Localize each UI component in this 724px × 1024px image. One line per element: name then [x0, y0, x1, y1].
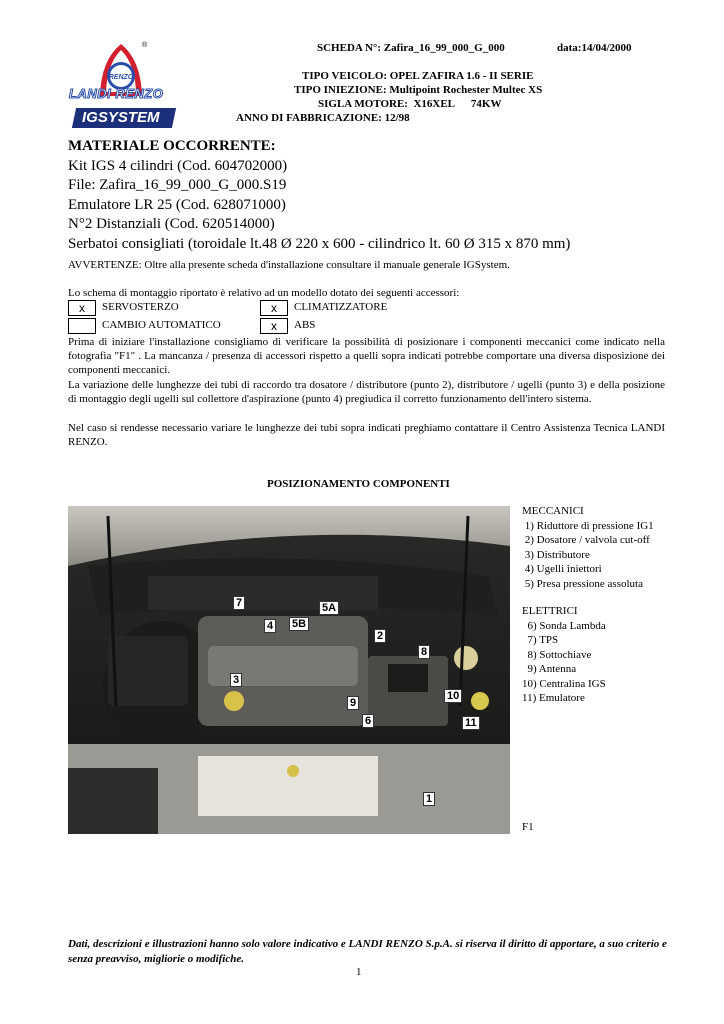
- tipo-veicolo: TIPO VEICOLO: OPEL ZAFIRA 1.6 - II SERIE: [302, 70, 534, 82]
- photo-caption: F1: [522, 821, 534, 833]
- photo-label-5a: 5A: [319, 601, 339, 615]
- igsystem-wordmark: IGSYSTEM: [82, 109, 160, 126]
- svg-text:RENZO: RENZO: [108, 74, 134, 81]
- list-item: 2) Dosatore / valvola cut-off: [522, 534, 650, 546]
- scheda-number: SCHEDA N°: Zafira_16_99_000_G_000: [317, 42, 505, 54]
- list-item: 7) TPS: [522, 634, 559, 646]
- accessory-label: ABS: [294, 319, 316, 331]
- page-number: 1: [356, 966, 362, 978]
- photo-label-10: 10: [444, 689, 462, 703]
- anno-fabbricazione: ANNO DI FABBRICAZIONE: 12/98: [236, 112, 410, 124]
- list-item: 4) Ugelli iniettori: [522, 563, 602, 575]
- list-item: 5) Presa pressione assoluta: [522, 577, 643, 590]
- photo-label-3: 3: [230, 673, 242, 687]
- istruzioni-paragraph: La variazione delle lunghezze dei tubi di raccordo tra dosatore / distributore (punto 2), distributore / ugelli (punto 3) e della posizione di montaggio degli ugelli sul collettore d'aspirazione (punto 4) pregiudica il corretto funzionamento dell'intero sistema.: [68, 379, 665, 406]
- materiale-line: Kit IGS 4 cilindri (Cod. 604702000): [68, 157, 288, 174]
- list-item: 1) Riduttore di pressione IG1: [522, 519, 654, 532]
- footer-disclaimer: Dati, descrizioni e illustrazioni hanno solo valore indicativo e LANDI RENZO S.p.A. si riserva il diritto di apportare, a suo criterio e senza preavviso, migliorie o modifiche.: [68, 938, 667, 965]
- list-item: 3) Distributore: [522, 548, 590, 561]
- photo-label-4: 4: [264, 619, 276, 633]
- materiale-line: Emulatore LR 25 (Cod. 628071000): [68, 196, 286, 213]
- istruzioni-paragraph: Prima di iniziare l'installazione consigliamo di verificare la possibilità di posizionare i componenti meccanici come indicato nella fotografia "F1" . La mancanza / presenza di accessori rispetto a quelli sopra indicati potrebbe comportare una diversa disposizione dei componenti meccanici.: [68, 336, 665, 377]
- photo-label-6: 6: [362, 714, 374, 728]
- list-item: 6) Sonda Lambda: [522, 619, 606, 632]
- tipo-iniezione: TIPO INIEZIONE: Multipoint Rochester Multec XS: [294, 84, 543, 96]
- photo-label-8: 8: [418, 645, 430, 659]
- photo-label-5b: 5B: [289, 617, 309, 631]
- meccanici-list: [522, 504, 654, 591]
- materiale-line: File: Zafira_16_99_000_G_000.S19: [68, 177, 287, 193]
- materiale-line: Serbatoi consigliati (toroidale lt.48 Ø 220 x 600 - cilindrico lt. 60 Ø 315 x 870 mm): [68, 235, 571, 252]
- list-item: 10) Centralina IGS: [522, 677, 606, 690]
- accessori-intro: Lo schema di montaggio riportato è relativo ad un modello dotato dei seguenti accessori:: [68, 287, 460, 299]
- accessory-checkbox: x: [260, 318, 288, 334]
- materiale-title: MATERIALE OCCORRENTE:: [68, 138, 276, 154]
- accessory-checkbox: x: [260, 300, 288, 316]
- accessory-label: CLIMATIZZATORE: [294, 301, 388, 313]
- istruzioni-paragraph: Nel caso si rendesse necessario variare le lunghezze dei tubi sopra indicati preghiamo contattare il Centro Assistenza Tecnica LANDI RENZO.: [68, 422, 665, 449]
- photo-label-1: 1: [423, 792, 435, 806]
- materiale-section: [68, 137, 668, 254]
- avvertenze: AVVERTENZE: Oltre alla presente scheda d'installazione consultare il manuale generale IGSystem.: [68, 259, 510, 271]
- engine-photo: [68, 506, 510, 834]
- photo-label-2: 2: [374, 629, 386, 643]
- brand-wordmark: LANDI RENZO: [69, 86, 164, 101]
- engine-bay-illustration: [68, 506, 510, 834]
- elettrici-title: ELETTRICI: [522, 605, 578, 617]
- section-title: POSIZIONAMENTO COMPONENTI: [267, 478, 450, 490]
- list-item: 8) Sottochiave: [522, 648, 592, 661]
- scheda-date: data:14/04/2000: [557, 42, 632, 54]
- registered-mark: ®: [142, 42, 148, 49]
- elettrici-list: [522, 604, 606, 706]
- materiale-line: N°2 Distanziali (Cod. 620514000): [68, 216, 275, 232]
- sigla-motore: SIGLA MOTORE: X16XEL 74KW: [318, 98, 502, 110]
- photo-label-9: 9: [347, 696, 359, 710]
- list-item: 11) Emulatore: [522, 692, 585, 704]
- accessory-label: SERVOSTERZO: [102, 301, 179, 313]
- meccanici-title: MECCANICI: [522, 505, 584, 517]
- landi-renzo-logo: [60, 40, 182, 135]
- photo-label-11: 11: [462, 716, 480, 730]
- accessory-label: CAMBIO AUTOMATICO: [102, 319, 221, 331]
- accessory-checkbox: [68, 318, 96, 334]
- photo-label-7: 7: [233, 596, 245, 610]
- list-item: 9) Antenna: [522, 663, 577, 675]
- accessory-checkbox: x: [68, 300, 96, 316]
